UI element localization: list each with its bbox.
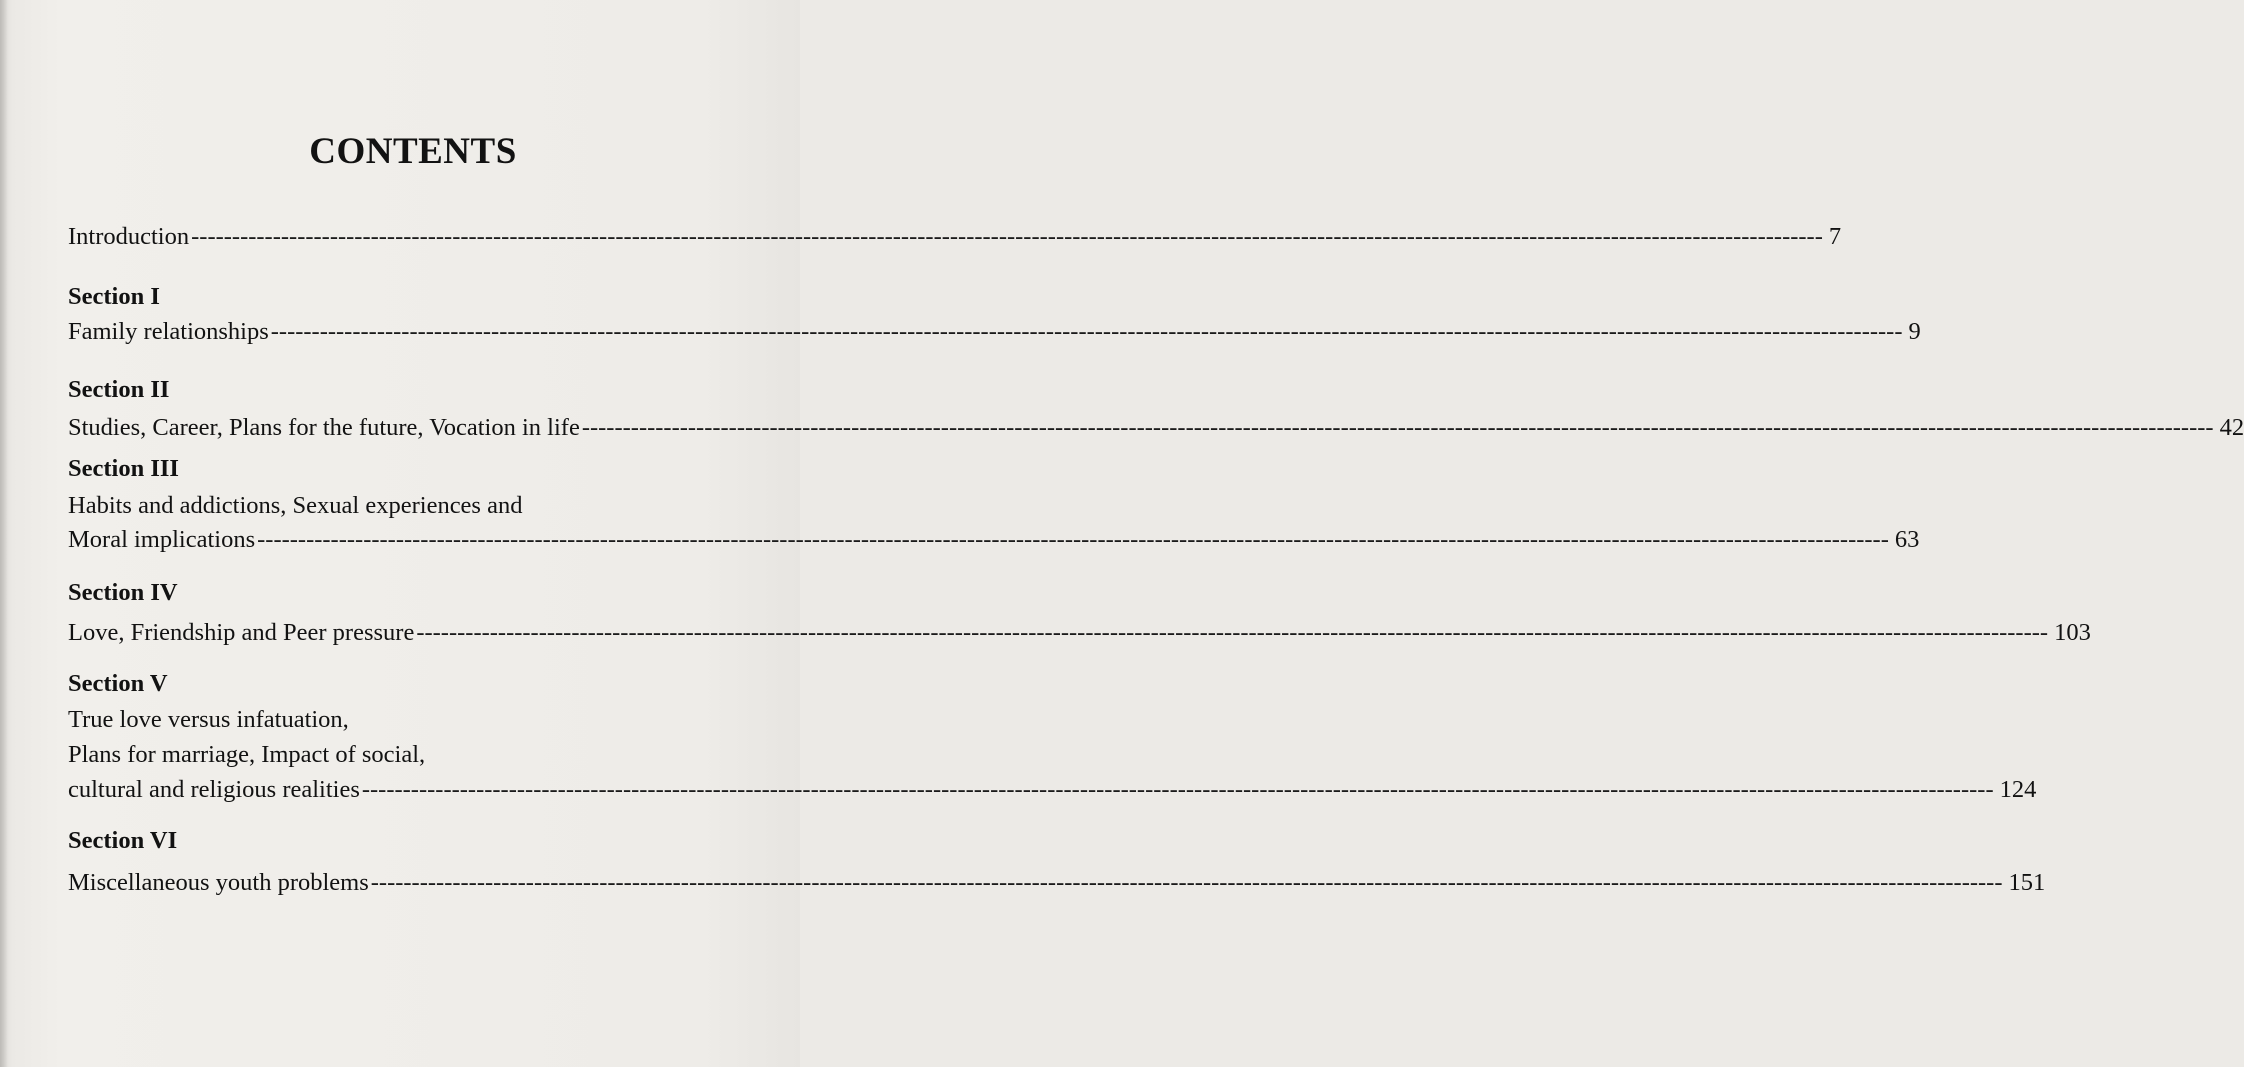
toc-entry-line: Plans for marriage, Impact of social, — [68, 741, 426, 768]
toc-page-number: 151 — [2008, 869, 2046, 896]
toc-entry-label: Studies, Career, Plans for the future, Vocation in life — [68, 414, 580, 441]
toc-entry-label: Miscellaneous youth problems — [68, 869, 369, 896]
toc-entry-label: cultural and religious realities — [68, 776, 360, 803]
section-heading-1: Section I — [68, 283, 160, 310]
toc-entry-love-friendship[interactable] — [68, 617, 2091, 649]
toc-entry-cultural-religious[interactable] — [68, 774, 2037, 806]
contents-title: CONTENTS — [309, 131, 517, 172]
toc-entry-label: Introduction — [68, 223, 190, 250]
dot-leader: -------------------------------------------------------------------------------------------------------------------------------------------------------------------------------------------------------- — [361, 776, 1994, 803]
section-heading-5: Section V — [68, 670, 168, 697]
toc-entry-label: Family relationships — [68, 318, 269, 345]
toc-page-number: 7 — [1828, 223, 1842, 250]
toc-entry-introduction[interactable] — [68, 221, 1842, 253]
dot-leader: -------------------------------------------------------------------------------------------------------------------------------------------------------------------------------------------------------- — [416, 619, 2049, 646]
toc-entry-label: Moral implications — [68, 526, 256, 553]
dot-leader: -------------------------------------------------------------------------------------------------------------------------------------------------------------------------------------------------------- — [257, 526, 1889, 553]
dot-leader: -------------------------------------------------------------------------------------------------------------------------------------------------------------------------------------------------------- — [191, 223, 1823, 250]
toc-entry-line: Habits and addictions, Sexual experiences and — [68, 492, 523, 519]
section-heading-2: Section II — [68, 376, 170, 403]
section-heading-4: Section IV — [68, 579, 178, 606]
section-heading-3: Section III — [68, 455, 179, 482]
toc-page-number: 42 — [2219, 414, 2244, 441]
toc-entry-miscellaneous[interactable] — [68, 867, 2046, 899]
toc-entry-studies-career[interactable] — [68, 412, 2244, 444]
dot-leader: -------------------------------------------------------------------------------------------------------------------------------------------------------------------------------------------------------- — [270, 318, 1903, 345]
toc-entry-family-relationships[interactable] — [68, 316, 1921, 348]
toc-entry-label: Love, Friendship and Peer pressure — [68, 619, 415, 646]
toc-page-number: 9 — [1908, 318, 1921, 345]
dot-leader: -------------------------------------------------------------------------------------------------------------------------------------------------------------------------------------------------------- — [581, 414, 2214, 441]
dot-leader: -------------------------------------------------------------------------------------------------------------------------------------------------------------------------------------------------------- — [370, 869, 2003, 896]
toc-page-number: 63 — [1894, 526, 1920, 553]
toc-entry-line: True love versus infatuation, — [68, 706, 349, 733]
toc-page-number: 124 — [1999, 776, 2037, 803]
section-heading-6: Section VI — [68, 827, 178, 854]
toc-page-number: 103 — [2054, 619, 2091, 646]
toc-entry-moral-implications[interactable] — [68, 524, 1920, 556]
